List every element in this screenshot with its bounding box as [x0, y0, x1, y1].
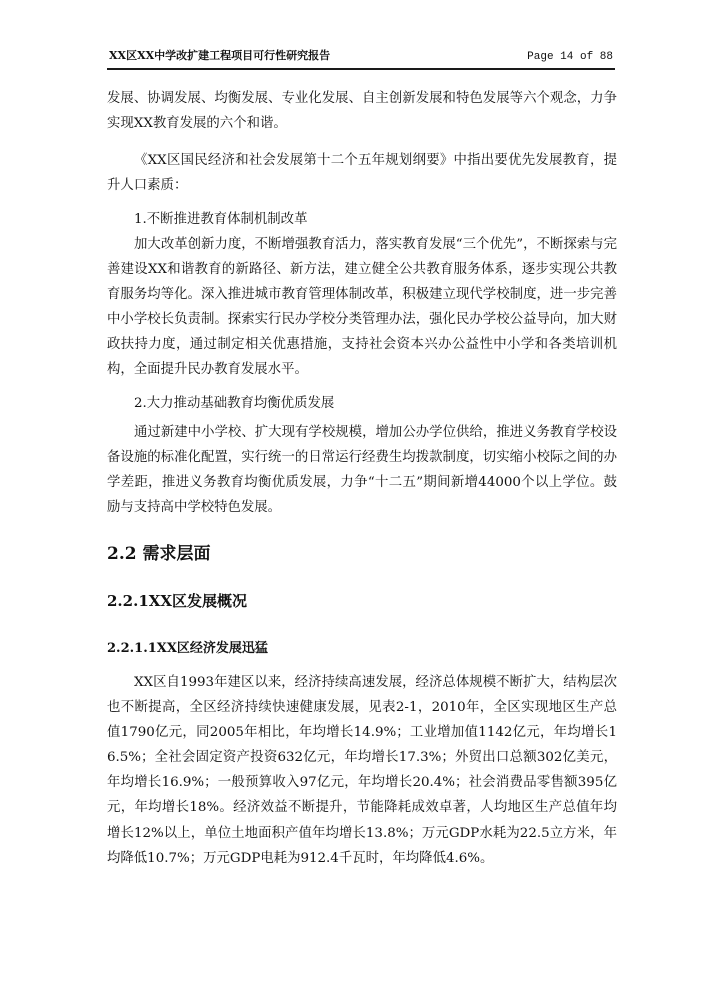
list-item-title: 2.大力推动基础教育均衡优质发展 — [134, 396, 335, 411]
paragraph-economy — [107, 670, 617, 871]
paragraph-continued — [107, 86, 617, 136]
section-heading-2-2-1-1: 2.2.1.1XX区经济发展迅猛 — [107, 641, 268, 656]
header-title: XX区XX中学改扩建工程项目可行性研究报告 — [109, 49, 331, 62]
section-heading-2-2: 2.2 需求层面 — [107, 544, 211, 564]
list-item-1 — [107, 207, 617, 232]
paragraph: XX区自1993年建区以来，经济持续高速发展，经济总体规模不断扩大，结构层次也不断提高，全区经济持续快速健康发展，见表2-1，2010年，全区实现地区生产总值1790亿元，同2005年相比，年均增长14.9%；工业增加值1142亿元，年均增长16.5%；全社会固定资产投资632亿元，年均增长17.3%；外贸出口总额302亿美元，年均增长16.9%；一般预算收入97亿元，年均增长20.4%；社会消费品零售额395亿元，年均增长18%。经济效益不断提升，节能降耗成效卓著，人均地区生产总值年均增长12%以上，单位土地面积产值年均增长13.8%；万元GDP水耗为22.5立方米，年均降低10.7%；万元GDP电耗为912.4千瓦时，年均降低4.6%。 — [107, 675, 617, 866]
list-item-title: 1.不断推进教育体制机制改革 — [134, 212, 308, 227]
paragraph: 发展、协调发展、均衡发展、专业化发展、自主创新发展和特色发展等六个观念，力争实现XX教育发展的六个和谐。 — [107, 91, 617, 132]
paragraph-balance — [107, 420, 617, 520]
page-header — [107, 46, 615, 70]
paragraph-reform — [107, 232, 617, 383]
list-item-2 — [107, 391, 617, 416]
paragraph: 通过新建中小学校、扩大现有学校规模，增加公办学位供给，推进义务教育学校设备设施的标准化配置，实行统一的日常运行经费生均拨款制度，切实缩小校际之间的办学差距，推进义务教育均衡优质发展，力争“十二五”期间新增44000个以上学位。鼓励与支持高中学校特色发展。 — [107, 425, 617, 516]
paragraph-plan-outline — [107, 148, 617, 198]
section-heading-2-2-1: 2.2.1XX区发展概况 — [107, 592, 248, 610]
paragraph: 加大改革创新力度，不断增强教育活力，落实教育发展“三个优先”，不断探索与完善建设XX和谐教育的新路径、新方法，建立健全公共教育服务体系，逐步实现公共教育服务均等化。深入推进城市教育管理体制改革，积极建立现代学校制度，进一步完善中小学校长负责制。探索实行民办学校分类管理办法，强化民办学校公益导向，加大财政扶持力度，通过制定相关优惠措施，支持社会资本兴办公益性中小学和各类培训机构，全面提升民办教育发展水平。 — [107, 237, 617, 378]
paragraph: 《XX区国民经济和社会发展第十二个五年规划纲要》中指出要优先发展教育，提升人口素质： — [107, 153, 617, 194]
page-number: Page 14 of 88 — [527, 51, 613, 63]
